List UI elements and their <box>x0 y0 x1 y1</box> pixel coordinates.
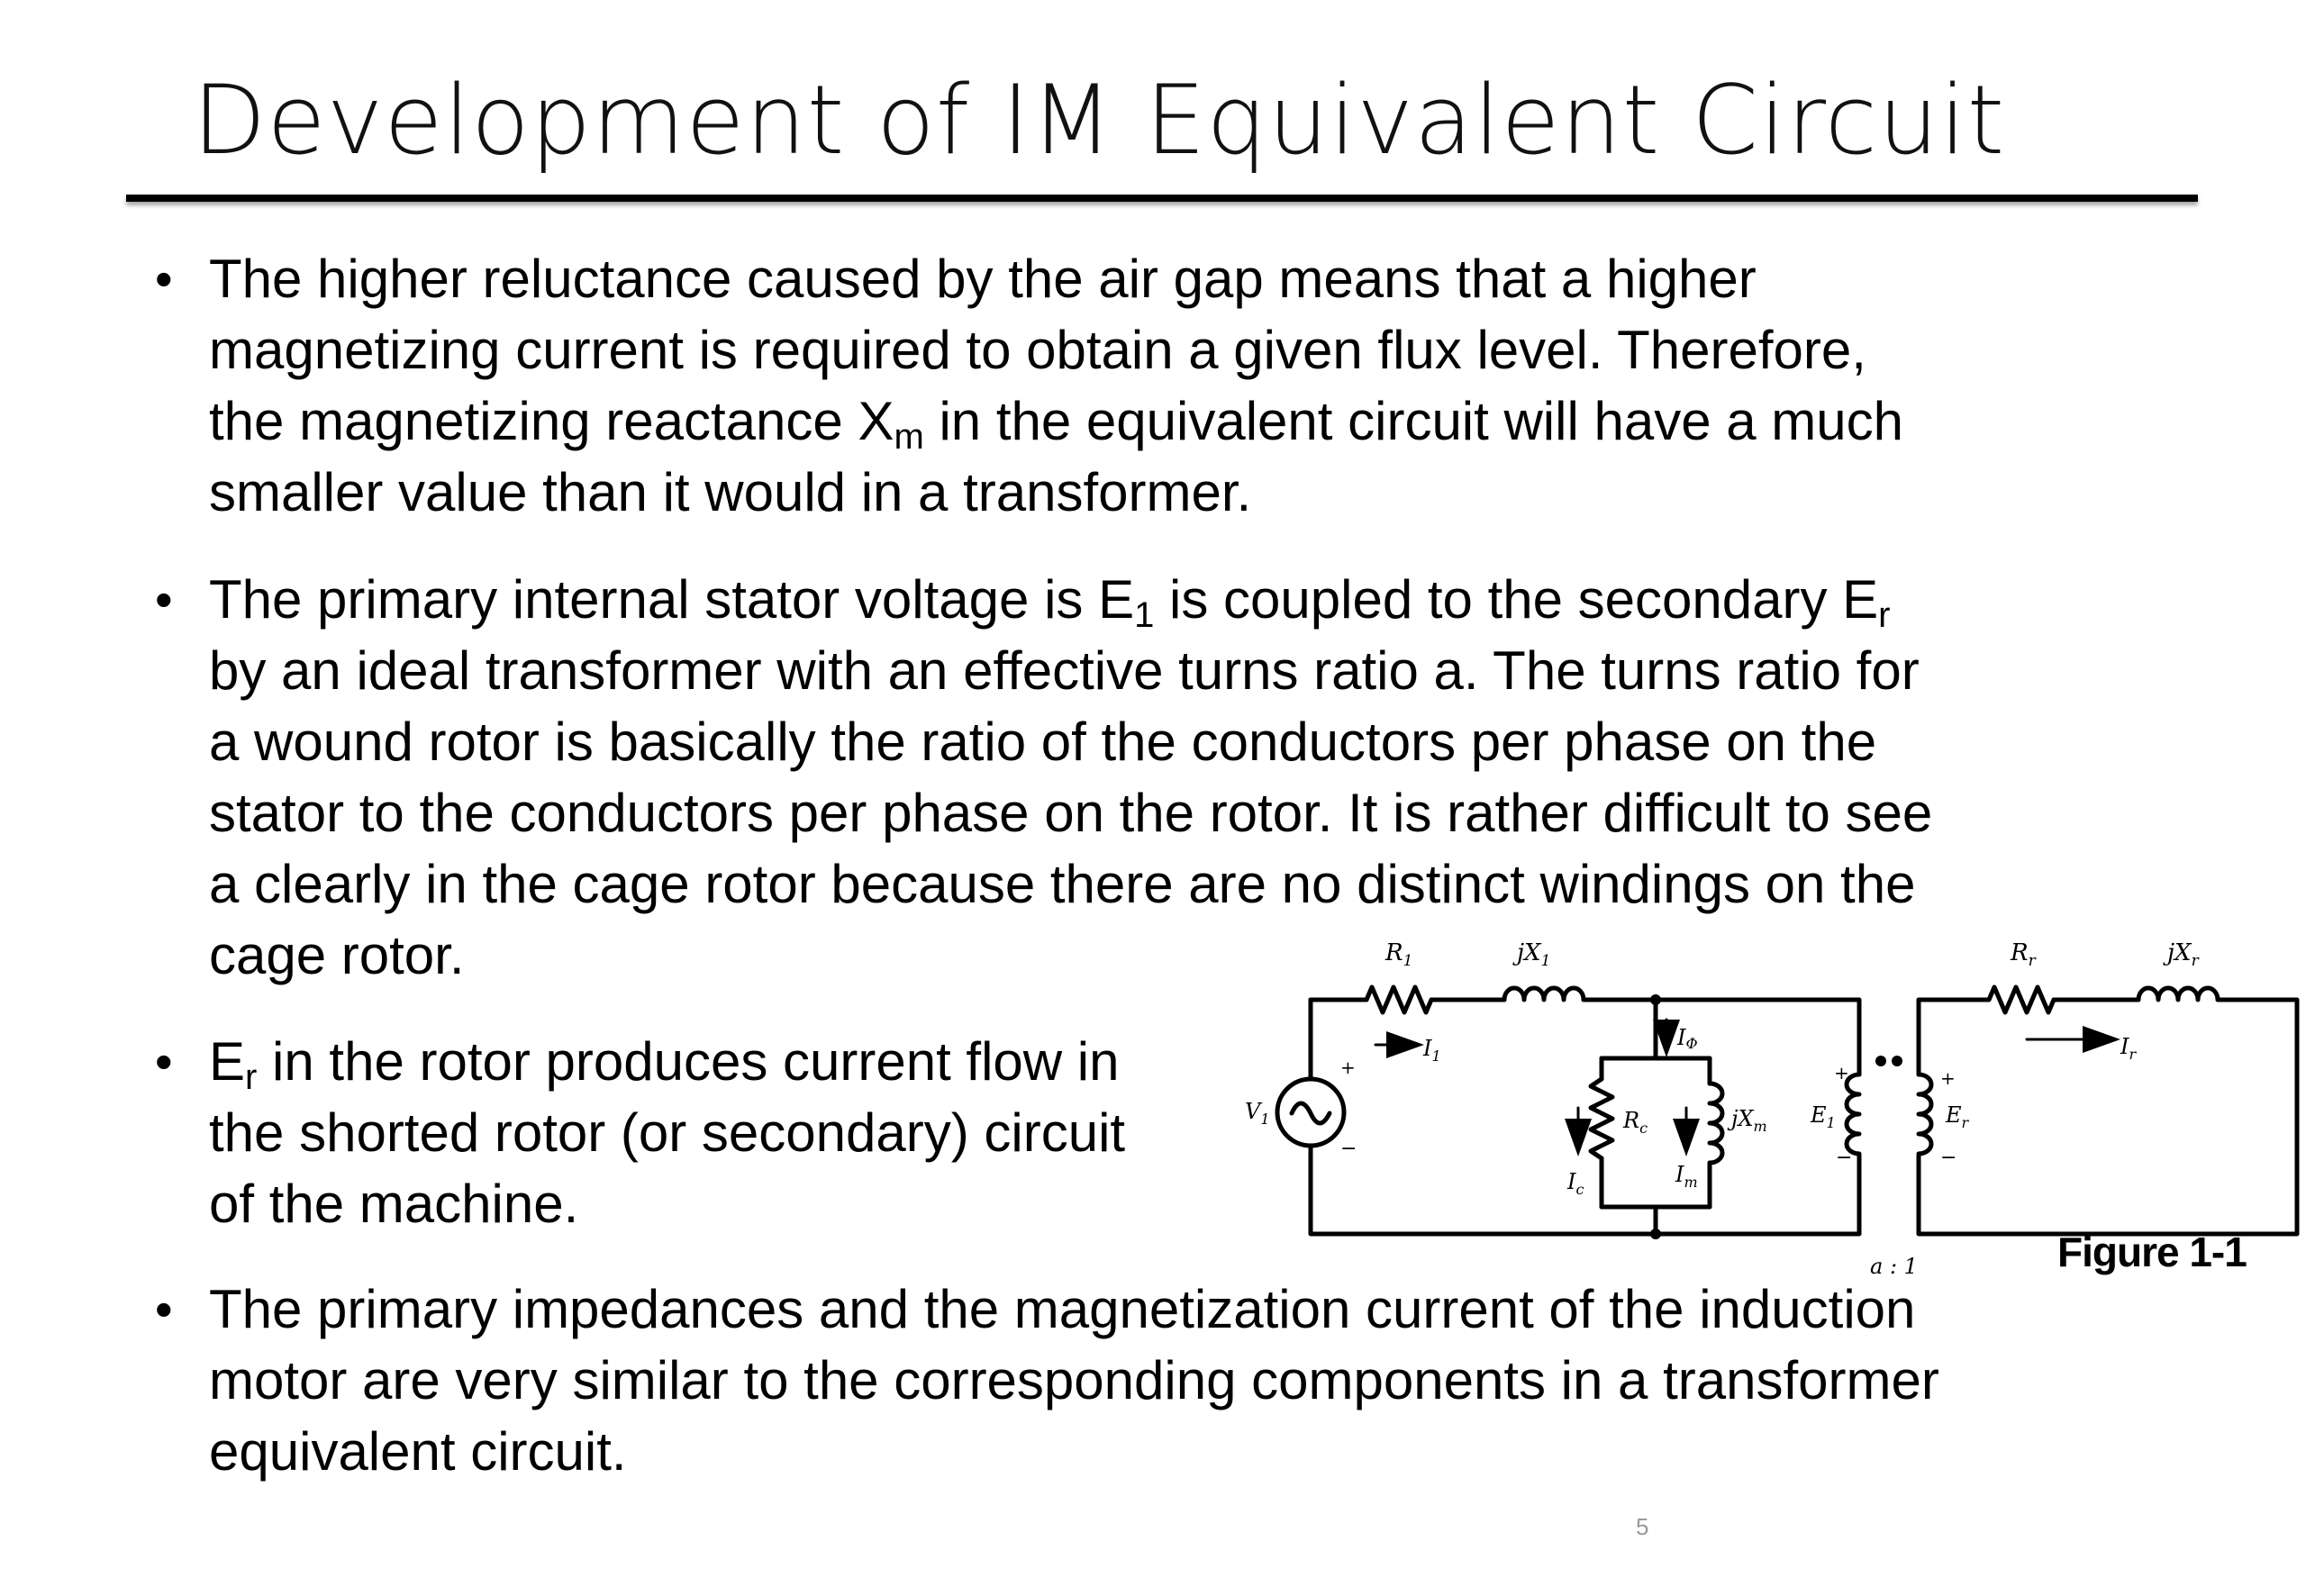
subscript: r <box>245 1057 258 1097</box>
r1-resistor <box>1366 987 1431 1012</box>
bullet-line: a wound rotor is basically the ratio of the conductors per phase on the <box>209 712 1877 772</box>
label-ic: $I_c$ <box>1567 1169 1584 1198</box>
label-rr: $R_r$ <box>2011 939 2036 970</box>
label-im: $I_m$ <box>1675 1162 1698 1191</box>
label-rc: $R_c$ <box>1623 1108 1648 1137</box>
bullet-primary-impedances <box>209 1274 1939 1487</box>
bullet-line: magnetizing current is required to obtain a given flux level. Therefore, <box>209 320 1866 380</box>
label-v1: $V_1$ <box>1245 1099 1270 1128</box>
turns-ratio-label: a : 1 <box>1870 1254 1918 1279</box>
label-jx1: $jX_1$ <box>1517 939 1551 970</box>
jxr-inductor <box>2138 988 2218 1000</box>
bullet-line: • The primary impedances and the magnetization current of the induction <box>209 1279 1916 1339</box>
bullet-line: • The higher reluctance caused by the air gap means that a higher <box>209 249 1757 309</box>
bullet-line: cage rotor. <box>209 925 465 985</box>
label-source-minus: − <box>1340 1138 1357 1160</box>
rc-resistor <box>1591 1079 1612 1158</box>
label-er: $E_r$ <box>1946 1102 1969 1131</box>
bullet-line: smaller value than it would in a transformer. <box>209 462 1252 522</box>
e1-coil <box>1847 1075 1859 1154</box>
label-ir: $I_r$ <box>2120 1034 2137 1063</box>
bullet-line: by an ideal transformer with an effective turns ratio a. The turns ratio for <box>209 640 1920 701</box>
label-er-minus: − <box>1940 1147 1957 1169</box>
page-number: 5 <box>1636 1513 1649 1540</box>
bullet-line: of the machine. <box>209 1174 579 1234</box>
label-e1-minus: − <box>1836 1147 1853 1169</box>
label-jxm: $jX_m$ <box>1731 1106 1767 1135</box>
subscript: 1 <box>1134 595 1155 635</box>
text-run: in the rotor produces current flow in <box>257 1031 1120 1092</box>
label-jxr: $jX_r$ <box>2167 939 2199 970</box>
bullet-magnetizing-reactance <box>209 243 1903 528</box>
subscript: m <box>894 417 924 457</box>
er-coil <box>1919 1075 1931 1154</box>
label-e1: $E_1$ <box>1811 1102 1836 1131</box>
jx1-inductor <box>1504 988 1584 1000</box>
label-er-plus: + <box>1940 1067 1956 1089</box>
text-run: the magnetizing reactance X <box>209 391 894 451</box>
label-r1: $R_1$ <box>1385 939 1413 970</box>
bullet-line: equivalent circuit. <box>209 1421 627 1482</box>
wire <box>1919 1000 1989 1075</box>
wire <box>1311 1146 1859 1234</box>
polarity-dot <box>1892 1056 1902 1066</box>
rr-resistor <box>1989 987 2054 1012</box>
bullet-line <box>209 385 1903 457</box>
text-run: E <box>209 1031 246 1092</box>
source-sine <box>1292 1103 1330 1123</box>
bullet-line: stator to the conductors per phase on the rotor. It is rather difficult to see <box>209 783 1933 843</box>
bullet-line: motor are very similar to the corresponding components in a transformer <box>209 1350 1939 1410</box>
label-e1-plus: + <box>1834 1062 1849 1084</box>
bullet-rotor-current <box>209 1026 1125 1239</box>
text-run: is coupled to the secondary E <box>1154 569 1879 630</box>
slide-title: Development of IM Equivalent Circuit <box>192 65 2006 176</box>
label-i1: $I_1$ <box>1423 1036 1441 1065</box>
wire <box>1584 1000 1859 1075</box>
subscript: r <box>1878 595 1891 635</box>
junction-dot <box>1650 1229 1661 1239</box>
label-source-plus: + <box>1340 1056 1356 1078</box>
equivalent-circuit-diagram <box>1234 919 2304 1270</box>
jxm-inductor <box>1710 1084 1722 1163</box>
text-run: The primary internal stator voltage is E <box>209 569 1135 630</box>
bullet-line: a clearly in the cage rotor because there are no distinct windings on the <box>209 854 1916 914</box>
bullet-line <box>209 1026 1125 1097</box>
label-iphi: IΦ <box>1677 1025 1698 1052</box>
polarity-dot <box>1875 1056 1886 1066</box>
bullet-line: the shorted rotor (or secondary) circuit <box>209 1102 1126 1163</box>
bullet-line <box>209 564 1932 635</box>
figure-caption: Figure 1-1 <box>2057 1229 2247 1275</box>
wire <box>1919 1000 2297 1234</box>
text-run: in the equivalent circuit will have a much <box>923 391 1904 451</box>
junction-dot <box>1650 994 1661 1005</box>
title-divider <box>126 195 2198 202</box>
